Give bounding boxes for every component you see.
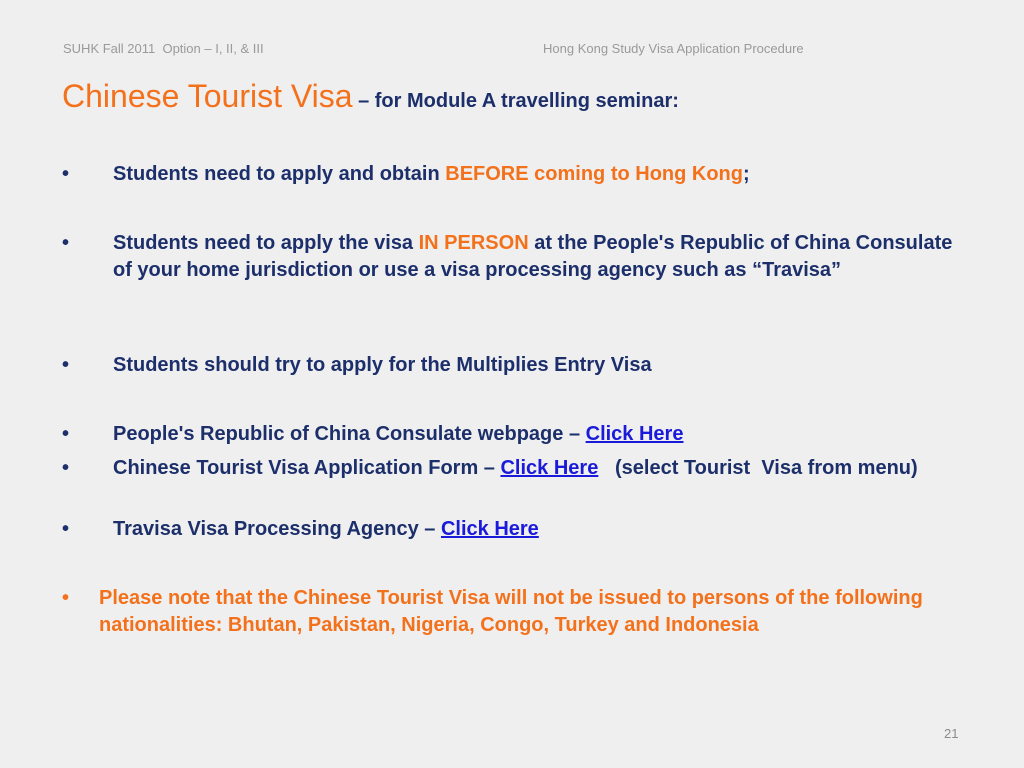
bullet-dot: •: [62, 587, 70, 609]
bullet-application-form: [62, 455, 962, 482]
consulate-webpage-link[interactable]: Click Here: [585, 423, 684, 445]
bullet-highlight: BEFORE coming to Hong Kong: [445, 163, 743, 185]
travisa-agency-link[interactable]: Click Here: [440, 518, 539, 540]
bullet-text-pre: Students need to apply the visa: [113, 232, 419, 254]
header-course-label: SUHK Fall 2011 Option – I, II, & III: [63, 41, 264, 56]
bullet-apply-in-person: [62, 230, 962, 284]
bullet-dot: •: [62, 423, 70, 445]
bullet-multiple-entry: [62, 352, 962, 379]
bullet-text-pre: Students need to apply and obtain: [113, 163, 446, 185]
bullet-consulate-webpage: [62, 421, 962, 448]
bullet-text: Students should try to apply for the Multiplies Entry Visa: [113, 354, 652, 376]
bullet-dot: •: [62, 354, 70, 376]
bullet-text-post: ;: [743, 163, 750, 185]
bullet-nationality-note: [62, 585, 962, 639]
bullet-text-pre: Travisa Visa Processing Agency –: [113, 518, 441, 540]
bullet-dot: •: [62, 163, 70, 185]
title-main: Chinese Tourist Visa: [62, 78, 353, 114]
bullet-text: [113, 516, 953, 543]
bullet-travisa-agency: [62, 516, 962, 543]
header-slide-topic: Hong Kong Study Visa Application Procedure: [543, 41, 804, 56]
bullet-dot: •: [62, 457, 70, 479]
slide-title: [62, 78, 679, 115]
bullet-text: [113, 455, 953, 482]
application-form-link[interactable]: Click Here: [500, 457, 599, 479]
bullet-text: [113, 230, 953, 284]
bullet-apply-before: [62, 161, 962, 188]
bullet-text: Please note that the Chinese Tourist Visa will not be issued to persons of the following nationalities: Bhutan, Pakistan, Nigeria, Congo, Turkey and Indonesia: [99, 587, 923, 636]
bullet-text: [113, 421, 953, 448]
title-subtitle: – for Module A travelling seminar:: [352, 90, 679, 112]
bullet-dot: •: [62, 232, 70, 254]
page-number: 21: [944, 726, 959, 741]
bullet-dot: •: [62, 518, 70, 540]
bullet-text-pre: People's Republic of China Consulate webpage –: [113, 423, 586, 445]
bullet-text-post: (select Tourist Visa from menu): [598, 457, 918, 479]
bullet-highlight: IN PERSON: [418, 232, 529, 254]
bullet-text: [113, 161, 953, 188]
bullet-text-post: at the People's Republic of China Consulate of your home jurisdiction or use a visa processing agency such as “Travisa”: [113, 232, 953, 281]
bullet-text-pre: Chinese Tourist Visa Application Form –: [113, 457, 501, 479]
